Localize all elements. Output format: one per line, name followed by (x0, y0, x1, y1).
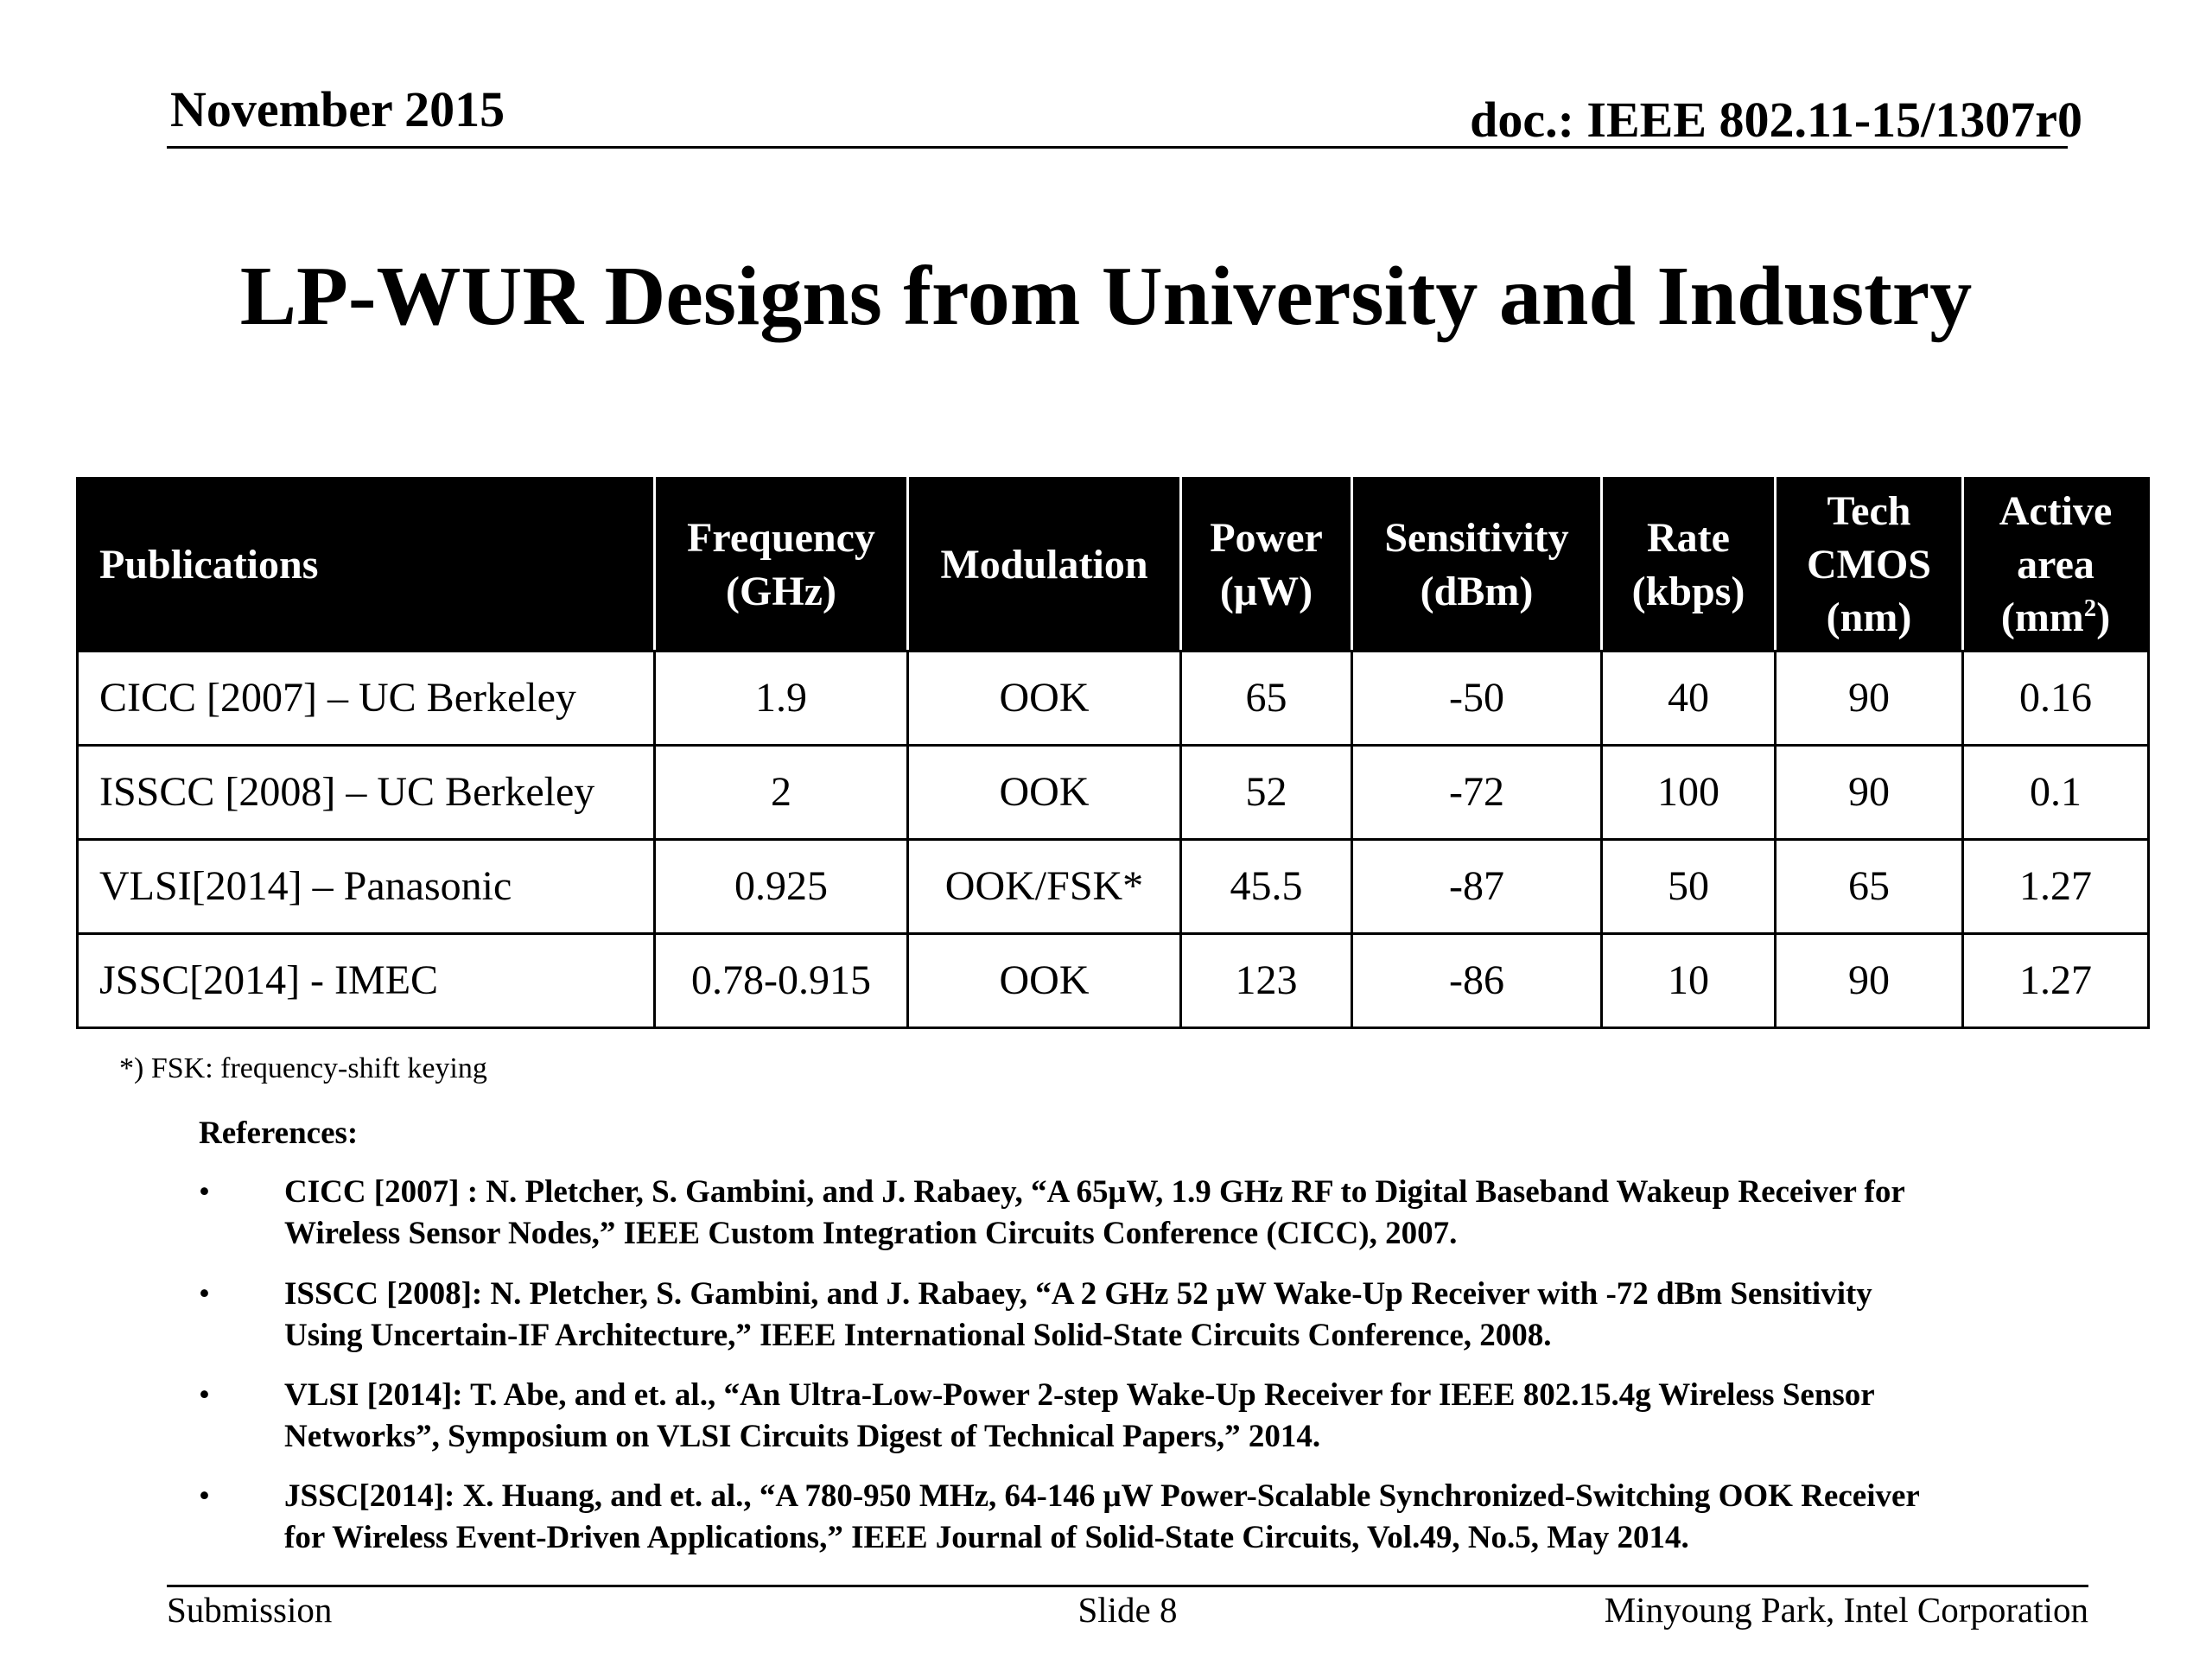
reference-item (199, 1476, 2056, 1559)
header-publications: Publications (78, 479, 655, 652)
cell-tech: 90 (1776, 652, 1963, 746)
cell-frequency: 2 (655, 746, 908, 840)
footer-divider (167, 1585, 2088, 1587)
reference-line: VLSI [2014]: T. Abe, and et. al., “An Ultra-Low-Power 2-step Wake-Up Receiver for IEEE 802.15.4g Wireless Sensor (284, 1377, 1875, 1413)
cell-rate: 100 (1602, 746, 1776, 840)
table-footnote: *) FSK: frequency-shift keying (119, 1052, 487, 1084)
comparison-table (76, 477, 2150, 1029)
header-active-area: Active area $(mm^2)$ (1963, 479, 2149, 652)
cell-tech: 90 (1776, 746, 1963, 840)
table-row (78, 840, 2149, 934)
header-rate: Rate (kbps) (1602, 479, 1776, 652)
cell-frequency: 1.9 (655, 652, 908, 746)
bullet-icon: • (199, 1174, 210, 1210)
cell-modulation: OOK (908, 746, 1181, 840)
reference-item (199, 1375, 2056, 1458)
reference-item (199, 1274, 2056, 1357)
cell-frequency: 0.925 (655, 840, 908, 934)
header-frequency: Frequency (GHz) (655, 479, 908, 652)
bullet-icon: • (199, 1377, 210, 1413)
cell-power: 45.5 (1181, 840, 1352, 934)
cell-sensitivity: -86 (1352, 934, 1602, 1028)
table-header-row (78, 479, 2149, 652)
header-sensitivity: Sensitivity (dBm) (1352, 479, 1602, 652)
cell-modulation: OOK (908, 934, 1181, 1028)
bullet-icon: • (199, 1276, 210, 1312)
slide-title: LP-WUR Designs from University and Industry (239, 250, 1973, 343)
reference-line: Networks”, Symposium on VLSI Circuits Digest of Technical Papers,” 2014. (284, 1419, 1321, 1454)
reference-item (199, 1172, 2056, 1255)
cell-rate: 10 (1602, 934, 1776, 1028)
cell-sensitivity: -72 (1352, 746, 1602, 840)
header-modulation: Modulation (908, 479, 1181, 652)
cell-power: 65 (1181, 652, 1352, 746)
cell-sensitivity: -87 (1352, 840, 1602, 934)
cell-modulation: OOK (908, 652, 1181, 746)
reference-line: for Wireless Event-Driven Applications,” IEEE Journal of Solid-State Circuits, Vol.49, No.5, May 2014. (284, 1520, 1689, 1555)
reference-line: Wireless Sensor Nodes,” IEEE Custom Integration Circuits Conference (CICC), 2007. (284, 1216, 1458, 1251)
cell-modulation: OOK/FSK* (908, 840, 1181, 934)
footer-author: Minyoung Park, Intel Corporation (1604, 1590, 2088, 1630)
header-tech-cmos: Tech CMOS (nm) (1776, 479, 1963, 652)
cell-frequency: 0.78-0.915 (655, 934, 908, 1028)
references-heading: References: (199, 1116, 359, 1151)
cell-rate: 40 (1602, 652, 1776, 746)
cell-tech: 90 (1776, 934, 1963, 1028)
cell-area: 0.1 (1963, 746, 2149, 840)
reference-line: Using Uncertain-IF Architecture,” IEEE International Solid-State Circuits Conference, 2008. (284, 1318, 1552, 1353)
table-row (78, 934, 2149, 1028)
cell-tech: 65 (1776, 840, 1963, 934)
cell-publication: JSSC[2014] - IMEC (78, 934, 655, 1028)
footer-submission: Submission (167, 1590, 333, 1630)
reference-line: JSSC[2014]: X. Huang, and et. al., “A 780-950 MHz, 64-146 μW Power-Scalable Synchronized-Switching OOK Receiver (284, 1478, 1920, 1514)
reference-line: ISSCC [2008]: N. Pletcher, S. Gambini, and J. Rabaey, “A 2 GHz 52 μW Wake-Up Receiver with -72 dBm Sensitivity (284, 1276, 1872, 1312)
cell-power: 52 (1181, 746, 1352, 840)
cell-publication: ISSCC [2008] – UC Berkeley (78, 746, 655, 840)
cell-publication: CICC [2007] – UC Berkeley (78, 652, 655, 746)
header-divider (167, 146, 2068, 149)
cell-area: 1.27 (1963, 934, 2149, 1028)
cell-area: 0.16 (1963, 652, 2149, 746)
header-date: November 2015 (170, 81, 505, 137)
cell-publication: VLSI[2014] – Panasonic (78, 840, 655, 934)
cell-area: 1.27 (1963, 840, 2149, 934)
table-row (78, 652, 2149, 746)
bullet-icon: • (199, 1478, 210, 1514)
reference-line: CICC [2007] : N. Pletcher, S. Gambini, and J. Rabaey, “A 65μW, 1.9 GHz RF to Digital Baseband Wakeup Receiver for (284, 1174, 1905, 1210)
header-doc-id: doc.: IEEE 802.11-15/1307r0 (1470, 92, 2082, 148)
cell-sensitivity: -50 (1352, 652, 1602, 746)
table-row (78, 746, 2149, 840)
cell-power: 123 (1181, 934, 1352, 1028)
header-power: Power (μW) (1181, 479, 1352, 652)
footer-slide-number: Slide 8 (1077, 1590, 1178, 1630)
cell-rate: 50 (1602, 840, 1776, 934)
